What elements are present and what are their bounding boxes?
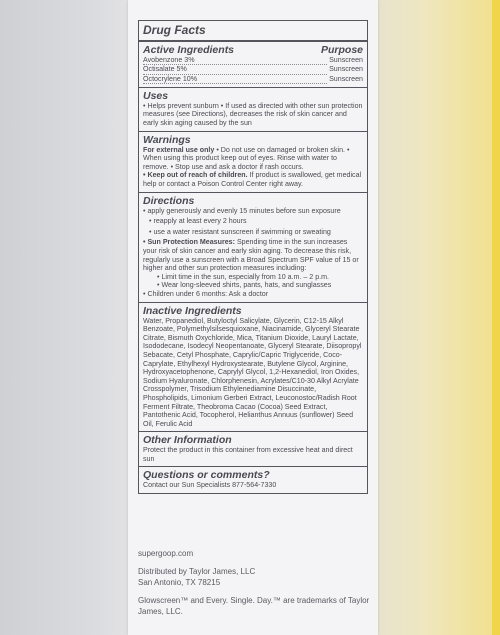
other-information-section: [139, 432, 367, 467]
children-warning-detail: If product is swallowed, get medical help or contact a Poison Control Center right away.: [143, 171, 362, 189]
warnings-heading: Warnings: [143, 133, 191, 146]
drug-facts-title: Drug Facts: [139, 21, 367, 42]
inactive-ingredients-heading: Inactive Ingredients: [143, 304, 242, 317]
website-text: supergoop.com: [138, 549, 194, 558]
children-warning-label: • Keep out of reach of children.: [143, 171, 248, 180]
sun-protection-label: • Sun Protection Measures:: [143, 238, 235, 247]
active-ingredient-row: [143, 65, 363, 74]
warnings-text-1: [143, 146, 363, 172]
active-ingredients-heading: Active Ingredients: [143, 44, 235, 56]
background-right: [372, 0, 500, 635]
warnings-detail: • Do not use on damaged or broken skin. • When using this product keep out of eyes. Rinse with water to remove. • Stop use and ask a doctor if rash occurs.: [143, 145, 350, 171]
active-ingredients-section: [139, 42, 367, 88]
direction-subitem: • Limit time in the sun, especially from 10 a.m. – 2 p.m.: [157, 272, 330, 281]
direction-item: • reapply at least every 2 hours: [149, 217, 247, 226]
footer: [138, 548, 370, 618]
sun-protection-detail: Spending time in the sun increases your risk of skin cancer and early skin aging. To decrease this risk, regularly use a sunscreen with a Broad Spectrum SPF value of 15 or higher and other sun protection measures including:: [143, 238, 359, 273]
ingredient-name: Avobenzone 3%: [143, 56, 327, 65]
ingredient-name: Octocrylene 10%: [143, 75, 327, 84]
inactive-ingredients-section: [139, 303, 367, 433]
inactive-ingredients-text: Water, Propanediol, Butyloctyl Salicylate, Glycerin, C12-15 Alkyl Benzoate, Polymethylsilsesquioxane, Niacinamide, Glyceryl Stearate Citrate, Bismuth Oxychloride, Mica, Titanium Dioxide, Lauryl Lactate, Isododecane, Isodecyl Neopentanoate, Glyceryl Stearate, Diisopropyl Sebacate, Cetyl Phosphate, Caprylic/Capric Triglyceride, Coco-Caprylate, Ethylhexyl Hydroxystearate, Butylene Glycol, Arginine, Hydroxyacetophenone, Caprylyl Glycol, 1,2-Hexanediol, Iron Oxides, Sodium Hyaluronate, Chlorphenesin, Acrylates/C10-30 Alkyl Acrylate Crosspolymer, Trisodium Ethylenediamine Disuccinate, Phospholipids, Limonium Gerberi Extract, Leuconostoc/Radish Root Ferment Filtrate, Theobroma Cacao (Cocoa) Seed Extract, Pantothenic Acid, Tocopherol, Helianthus Annuus (sunflower) Seed Oil, Ferulic Acid: [143, 316, 362, 428]
external-use-label: For external use only: [143, 145, 215, 154]
uses-heading: Uses: [143, 89, 169, 102]
other-information-text: Protect the product in this container from excessive heat and direct sun: [143, 446, 353, 463]
warnings-section: [139, 132, 367, 193]
directions-section: [139, 193, 367, 303]
direction-item: • apply generously and evenly 15 minutes before sun exposure: [143, 206, 341, 215]
uses-section: [139, 88, 367, 132]
purpose-heading: Purpose: [320, 44, 363, 56]
ingredient-name: Octisalate 5%: [143, 65, 327, 74]
direction-subitem: • Wear long-sleeved shirts, pants, hats, and sunglasses: [157, 281, 332, 290]
trademark-text: Glowscreen™ and Every. Single. Day.™ are trademarks of Taylor James, LLC.: [138, 595, 370, 616]
warnings-text-2: [143, 171, 363, 188]
children-direction: • Children under 6 months: Ask a doctor: [143, 289, 269, 298]
other-information-heading: Other Information: [143, 434, 232, 447]
sun-protection-text: [143, 238, 363, 272]
background-left: [0, 0, 128, 635]
label-card: [128, 0, 378, 635]
active-ingredient-row: [143, 75, 363, 84]
drug-facts-panel: [138, 20, 368, 494]
questions-text: Contact our Sun Specialists 877-564-7330: [143, 481, 277, 490]
ingredient-purpose: Sunscreen: [329, 56, 363, 64]
ingredient-purpose: Sunscreen: [329, 65, 363, 74]
active-ingredient-row: [143, 56, 363, 65]
ingredient-purpose: Sunscreen: [329, 74, 363, 83]
city-text: San Antonio, TX 78215: [138, 578, 221, 587]
uses-text: • Helps prevent sunburn • If used as directed with other sun protection measures (see Directions), decreases the risk of skin cancer and early skin aging caused by the sun: [143, 101, 363, 128]
directions-heading: Directions: [143, 194, 195, 207]
direction-item: • use a water resistant sunscreen if swimming or sweating: [149, 227, 331, 236]
questions-heading: Questions or comments?: [143, 469, 270, 482]
questions-section: [139, 467, 367, 493]
distributor-text: Distributed by Taylor James, LLC: [138, 566, 256, 576]
